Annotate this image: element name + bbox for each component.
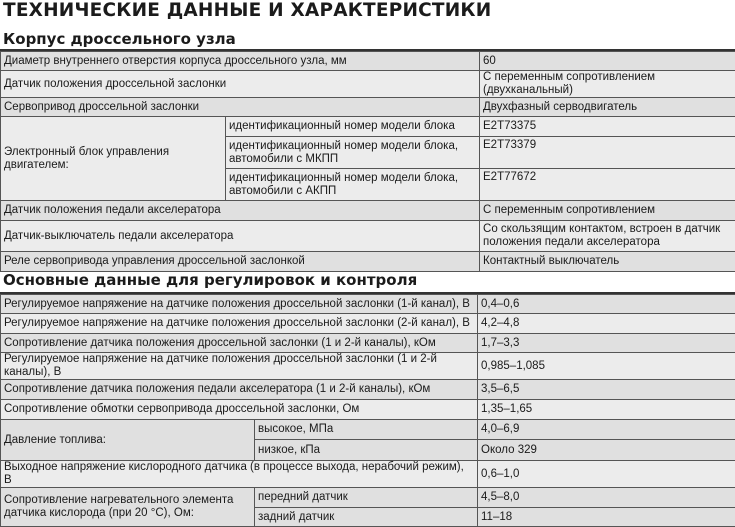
table-row	[1, 71, 735, 98]
table-row	[1, 98, 735, 117]
section-title-adjustments: Основные данные для регулировок и контроля	[3, 271, 417, 289]
row-label: Сопротивление датчика положения педали акселератора (1 и 2-й каналы), кОм	[1, 380, 478, 400]
row-value: 11–18	[478, 508, 735, 527]
throttle-body-table	[0, 51, 735, 272]
table-row	[1, 314, 735, 334]
row-value: С переменным сопротивлением (двухканальный)	[480, 71, 735, 98]
row-value: 0,6–1,0	[478, 461, 735, 488]
row-value: 4,0–6,9	[478, 420, 735, 440]
table-row	[1, 201, 735, 221]
row-value: 4,2–4,8	[478, 314, 735, 334]
table-row	[1, 221, 735, 252]
section-title-throttle-body: Корпус дроссельного узла	[3, 30, 236, 48]
row-value: Около 329	[478, 440, 735, 461]
table-row	[1, 334, 735, 353]
table-row	[1, 117, 735, 137]
row-label: Датчик положения педали акселератора	[1, 201, 480, 221]
page-title: ТЕХНИЧЕСКИЕ ДАННЫЕ И ХАРАКТЕРИСТИКИ	[3, 0, 491, 21]
sub-label: идентификационный номер модели блока, автомобили с АКПП	[226, 169, 480, 201]
adjustment-data-table	[0, 294, 735, 527]
sub-label: идентификационный номер модели блока, автомобили с МКПП	[226, 137, 480, 169]
row-label: Сопротивление нагревательного элемента датчика кислорода (при 20 °С), Ом:	[1, 488, 255, 527]
table-row	[1, 400, 735, 420]
sub-label: задний датчик	[255, 508, 478, 527]
row-label: Регулируемое напряжение на датчике положения дроссельной заслонки (1 и 2-й каналы), В	[1, 353, 478, 380]
row-label: Регулируемое напряжение на датчике положения дроссельной заслонки (1-й канал), В	[1, 295, 478, 314]
row-label: Давление топлива:	[1, 420, 255, 461]
row-label: Выходное напряжение кислородного датчика (в процессе выхода, нерабочий режим), В	[1, 461, 478, 488]
row-label: Датчик положения дроссельной заслонки	[1, 71, 480, 98]
row-value: 1,7–3,3	[478, 334, 735, 353]
row-value: 4,5–8,0	[478, 488, 735, 508]
table-row	[1, 488, 735, 508]
row-value: Контактный выключатель	[480, 252, 735, 272]
row-value: 60	[480, 52, 735, 71]
table-row	[1, 353, 735, 380]
sub-label: идентификационный номер модели блока	[226, 117, 480, 137]
sub-label: низкое, кПа	[255, 440, 478, 461]
table-row	[1, 420, 735, 440]
row-value: 0,985–1,085	[478, 353, 735, 380]
sub-label: передний датчик	[255, 488, 478, 508]
row-value: 1,35–1,65	[478, 400, 735, 420]
table-row	[1, 295, 735, 314]
row-label: Сервопривод дроссельной заслонки	[1, 98, 480, 117]
row-label: Диаметр внутреннего отверстия корпуса дроссельного узла, мм	[1, 52, 480, 71]
table-row	[1, 380, 735, 400]
sub-label: высокое, МПа	[255, 420, 478, 440]
row-value: E2T77672	[480, 169, 735, 201]
row-label: Сопротивление датчика положения дроссельной заслонки (1 и 2-й каналы), кОм	[1, 334, 478, 353]
table-row	[1, 461, 735, 488]
row-value: Двухфазный серводвигатель	[480, 98, 735, 117]
row-label: Сопротивление обмотки сервопривода дроссельной заслонки, Ом	[1, 400, 478, 420]
row-value: Со скользящим контактом, встроен в датчик положения педали акселератора	[480, 221, 735, 252]
table-row	[1, 252, 735, 272]
row-value: E2T73379	[480, 137, 735, 169]
row-value: 0,4–0,6	[478, 295, 735, 314]
row-label: Электронный блок управления двигателем:	[1, 117, 226, 201]
row-label: Регулируемое напряжение на датчике положения дроссельной заслонки (2-й канал), В	[1, 314, 478, 334]
table-row	[1, 52, 735, 71]
row-label: Реле сервопривода управления дроссельной заслонкой	[1, 252, 480, 272]
row-value: 3,5–6,5	[478, 380, 735, 400]
row-value: С переменным сопротивлением	[480, 201, 735, 221]
row-value: E2T73375	[480, 117, 735, 137]
row-label: Датчик-выключатель педали акселератора	[1, 221, 480, 252]
